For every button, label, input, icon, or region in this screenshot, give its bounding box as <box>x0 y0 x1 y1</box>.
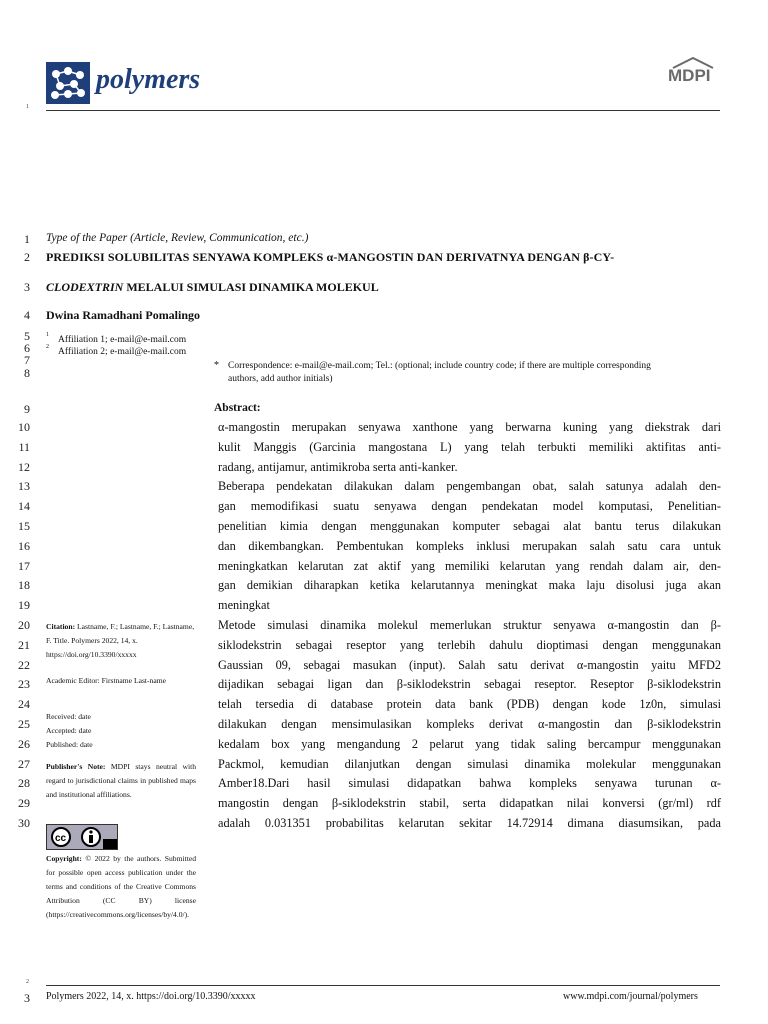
line-number: 19 <box>18 598 30 612</box>
cc-by-icon[interactable] <box>46 824 118 850</box>
abstract-line: mangostin dengan β-siklodekstrin stabil, serta didapatkan nilai konversi (gr/ml) rdf <box>218 796 721 811</box>
footer-rule <box>46 985 720 986</box>
abstract-line: Amber18.Dari hasil simulasi didapatkan bahwa kompleks senyawa turunan α- <box>218 776 721 791</box>
abstract-line: kedalam box yang mengandung 2 pelarut yang tidak saling bercampur menggunakan <box>218 736 721 751</box>
abstract-line: dijadikan sebagai ligan dan β-siklodekstrin sebagai reseptor. Reseptor β-siklodekstrin <box>218 677 721 692</box>
affiliation-1: 1 Affiliation 1; e-mail@e-mail.com <box>46 332 187 345</box>
header-rule <box>46 110 720 111</box>
abstract-line: Metode simulasi dinamika molekul memerlukan struktur senyawa α-mangostin dan β- <box>218 618 721 632</box>
line-number: 3 <box>24 280 30 294</box>
line-number: 29 <box>18 796 30 810</box>
line-number: 16 <box>18 539 30 553</box>
abstract-line: adalah 0.031351 probabilitas kelarutan sekitar 14.72914 dimana diasumsikan, pada <box>218 816 721 830</box>
abstract-line: siklodekstrin sebagai reseptor yang terlebih dahulu dioptimasi dengan menggunakan <box>218 637 721 652</box>
affiliation-2: 2 Affiliation 2; e-mail@e-mail.com <box>46 344 187 357</box>
abstract-line: gan memodifikasi suatu senyawa dengan pendekatan model komputasi, Penelitian- <box>218 499 721 514</box>
abstract-line: meningkat <box>218 598 270 613</box>
abstract-line: penelitian kimia dengan menggunakan komputer sebagai alat bantu terus dilakukan <box>218 519 721 533</box>
received-date: Received: date <box>46 712 91 721</box>
abstract-line: dan dikembangkan. Pembentukan kompleks inklusi merupakan salah satu cara untuk <box>218 538 721 553</box>
footer-url[interactable]: www.mdpi.com/journal/polymers <box>563 991 698 1002</box>
line-number: 20 <box>18 618 30 632</box>
line-number: 15 <box>18 519 30 533</box>
line-number: 8 <box>24 366 30 380</box>
svg-text:cc: cc <box>55 833 67 844</box>
line-number: 5 <box>24 329 30 343</box>
accepted-date: Accepted: date <box>46 726 92 735</box>
footer-citation: Polymers 2022, 14, x. https://doi.org/10.3390/xxxxx <box>46 991 256 1002</box>
line-number: 14 <box>18 499 30 513</box>
line-number: 13 <box>18 479 30 493</box>
margin-mark: 1 <box>26 104 29 110</box>
abstract-line: Beberapa pendekatan dilakukan dalam pengembangan obat, salah satunya adalah den- <box>218 479 721 494</box>
paper-type: Type of the Paper (Article, Review, Communication, etc.) <box>46 232 309 244</box>
abstract-line: gan demikian diharapkan ketika kelarutannya meningkat maka laju disolusi juga akan <box>218 578 721 593</box>
journal-logo-icon <box>46 62 90 104</box>
line-number: 28 <box>18 776 30 790</box>
line-number: 27 <box>18 757 30 771</box>
line-number: 12 <box>18 460 30 474</box>
line-number: 21 <box>18 638 30 652</box>
correspondence: Correspondence: e-mail@e-mail.com; Tel.: (optional; include country code; if there are multiple corresponding authors, add author initials) <box>228 361 651 384</box>
line-number: 11 <box>18 440 30 454</box>
publisher-note: Publisher's Note: MDPI stays neutral with regard to jurisdictional claims in published maps and institutional affiliations. <box>46 762 196 799</box>
line-number: 24 <box>18 697 30 711</box>
margin-mark: 2 <box>26 979 29 985</box>
line-number: 26 <box>18 737 30 751</box>
abstract-heading: Abstract: <box>214 402 261 414</box>
line-number: 6 <box>24 341 30 355</box>
paper-title-line1: PREDIKSI SOLUBILITAS SENYAWA KOMPLEKS α-MANGOSTIN DAN DERIVATNYA DENGAN β-CY- <box>46 250 615 264</box>
citation-block: Citation: Lastname, F.; Lastname, F.; Lastname, F. Title. Polymers 2022, 14, x. https://doi.org/10.3390/xxxxx <box>46 622 195 659</box>
line-number: 9 <box>24 402 30 416</box>
journal-name: polymers <box>96 64 201 95</box>
author-name: Dwina Ramadhani Pomalingo <box>46 308 201 322</box>
abstract-line: α-mangostin merupakan senyawa xanthone yang berwarna kuning yang diekstrak dari <box>218 420 721 434</box>
publisher-logo: MDPI <box>668 66 711 86</box>
line-number: 18 <box>18 578 30 592</box>
correspondence-mark: * <box>214 360 219 371</box>
copyright: Copyright: © 2022 by the authors. Submitted for possible open access publication under the terms and conditions of the Creative Commons Attribution (CC BY) license (https://creativecommons.org/licenses/by/4.0/). <box>46 854 196 919</box>
line-number: 2 <box>24 250 30 264</box>
line-number: 10 <box>18 420 30 434</box>
line-number: 22 <box>18 658 30 672</box>
line-number: 30 <box>18 816 30 830</box>
line-number: 23 <box>18 677 30 691</box>
abstract-line: Packmol, kemudian dilanjutkan dengan simulasi dinamika molekular menggunakan <box>218 756 721 771</box>
line-number: 17 <box>18 559 30 573</box>
academic-editor: Academic Editor: Firstname Last-name <box>46 676 166 685</box>
line-number: 4 <box>24 308 30 322</box>
published-date: Published: date <box>46 740 93 749</box>
page-number: 3 <box>24 991 30 1005</box>
line-number: 1 <box>24 232 30 246</box>
abstract-line: radang, antijamur, antimikroba serta anti-kanker. <box>218 459 458 474</box>
abstract-line: Gaussian 09, sebagai masukan (input). Salah satu derivat α-mangostin yaitu MFD2 <box>218 657 721 672</box>
paper-title-line2: CLODEXTRIN MELALUI SIMULASI DINAMIKA MOLEKUL <box>46 280 379 294</box>
abstract-line: telah tersedia di database protein data bank (PDB) dengan kode 1z0n, simulasi <box>218 697 721 712</box>
abstract-line: meningkatkan kelarutan zat aktif yang memiliki kelarutan yang rendah dalam air, den- <box>218 558 721 573</box>
abstract-line: kulit Manggis (Garcinia mangostana L) yang telah terbukti memiliki aktifitas anti- <box>218 439 721 454</box>
line-number: 7 <box>24 353 30 367</box>
line-number: 25 <box>18 717 30 731</box>
abstract-line: dilakukan dengan mensimulasikan kompleks derivat α-mangostin dan β-siklodekstrin <box>218 717 721 731</box>
